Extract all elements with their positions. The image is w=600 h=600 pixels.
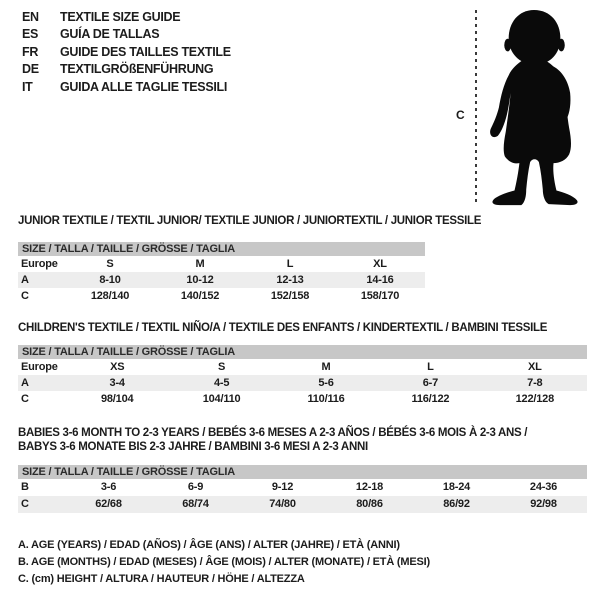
size-table <box>18 321 587 407</box>
legend-line: B. AGE (MONTHS) / EDAD (MESES) / ÂGE (MOIS) / ALTER (MONATE) / ETÀ (MESI) <box>18 556 430 569</box>
row-label: C <box>21 393 29 405</box>
size-value-cell: 6-9 <box>187 481 204 493</box>
language-row <box>22 61 231 78</box>
language-guide-title: TEXTILGRÖßENFÜHRUNG <box>60 62 214 77</box>
size-value-cell: 86/92 <box>443 498 470 510</box>
size-table-title-line: CHILDREN'S TEXTILE / TEXTIL NIÑO/A / TEXTILE DES ENFANTS / KINDERTEXTIL / BAMBINI TESSILE <box>18 322 548 334</box>
language-guide-title: TEXTILE SIZE GUIDE <box>60 10 181 24</box>
size-value-cell: 104/110 <box>202 393 241 405</box>
language-row <box>22 9 231 26</box>
language-code: DE <box>22 62 39 77</box>
language-code: EN <box>22 10 39 24</box>
size-table <box>18 214 482 304</box>
size-value-cell: 24-36 <box>529 481 558 493</box>
toddler-silhouette-shape <box>490 10 577 205</box>
size-value-cell: 152/158 <box>270 290 310 302</box>
size-value-cell: 62/68 <box>95 498 122 510</box>
size-value-cell: 18-24 <box>442 481 471 493</box>
size-table <box>18 426 587 513</box>
table-row <box>18 375 587 391</box>
height-measure-label: C <box>456 108 465 122</box>
row-label: B <box>21 481 29 493</box>
language-row <box>22 79 231 96</box>
legend <box>18 537 430 589</box>
size-table-header-bar: SIZE / TALLA / TAILLE / GRÖSSE / TAGLIA <box>18 465 587 479</box>
language-code: FR <box>22 44 39 59</box>
size-value-cell: 140/152 <box>180 290 220 302</box>
language-code: ES <box>22 27 39 42</box>
size-value-cell: 110/116 <box>307 393 345 405</box>
size-table-header-bar: SIZE / TALLA / TAILLE / GRÖSSE / TAGLIA <box>18 345 587 359</box>
size-value-cell: 128/140 <box>90 290 130 302</box>
size-value-cell: 158/170 <box>360 290 400 302</box>
row-label: C <box>21 290 29 302</box>
size-value-cell: 6-7 <box>422 377 439 389</box>
size-value-cell: 9-12 <box>271 481 294 493</box>
size-value-cell: 10-12 <box>186 274 214 286</box>
size-value-cell: 12-13 <box>276 274 304 286</box>
legend-line: A. AGE (YEARS) / EDAD (AÑOS) / ÂGE (ANS) / ALTER (JAHRE) / ETÀ (ANNI) <box>18 539 400 551</box>
size-table-title-line: JUNIOR TEXTILE / TEXTIL JUNIOR/ TEXTILE JUNIOR / JUNIORTEXTIL / JUNIOR TESSILE <box>18 215 482 227</box>
size-value-cell: S <box>106 258 114 270</box>
language-guide-title: GUÍA DE TALLAS <box>60 27 160 42</box>
legend-line: C. (cm) HEIGHT / ALTURA / HAUTEUR / HÖHE / ALTEZZA <box>18 573 305 586</box>
size-table-header-bar: SIZE / TALLA / TAILLE / GRÖSSE / TAGLIA <box>18 242 425 256</box>
language-title-list <box>22 9 231 96</box>
size-table-title <box>18 214 482 228</box>
toddler-silhouette-image <box>480 8 590 208</box>
row-label: Europe <box>21 258 58 270</box>
size-table-title-line: BABIES 3-6 MONTH TO 2-3 YEARS / BEBÉS 3-6 MESES A 2-3 AÑOS / BÉBÉS 3-6 MOIS À 2-3 ANS / <box>18 427 528 439</box>
table-row <box>18 359 587 375</box>
table-row <box>18 479 587 496</box>
size-value-cell: 8-10 <box>99 274 121 286</box>
table-row <box>18 496 587 513</box>
size-value-cell: L <box>427 361 434 373</box>
size-value-cell: M <box>195 258 205 270</box>
size-value-cell: 68/74 <box>182 498 209 510</box>
row-label: Europe <box>21 361 58 373</box>
table-row <box>18 272 425 288</box>
size-value-cell: S <box>218 361 226 373</box>
size-value-cell: 4-5 <box>213 377 230 389</box>
row-label: C <box>21 498 29 510</box>
size-table-title-line: BABYS 3-6 MONATE BIS 2-3 JAHRE / BAMBINI 3-6 MESI A 2-3 ANNI <box>18 441 368 453</box>
size-value-cell: 116/122 <box>411 393 450 405</box>
size-value-cell: 3-4 <box>109 377 125 389</box>
size-table-title <box>18 426 587 454</box>
size-value-cell: 3-6 <box>100 481 117 493</box>
size-value-cell: 80/86 <box>356 498 383 510</box>
language-code: IT <box>22 79 33 94</box>
size-value-cell: 7-8 <box>527 377 543 389</box>
size-value-cell: L <box>286 258 294 270</box>
size-value-cell: 122/128 <box>515 393 555 405</box>
language-guide-title: GUIDA ALLE TAGLIE TESSILI <box>60 79 228 94</box>
size-value-cell: 98/104 <box>100 393 134 405</box>
language-row <box>22 44 231 61</box>
size-value-cell: 92/98 <box>530 498 557 510</box>
size-value-cell: XL <box>373 258 387 270</box>
language-row <box>22 26 231 43</box>
size-value-cell: M <box>321 361 331 373</box>
table-row <box>18 391 587 407</box>
size-value-cell: 14-16 <box>366 274 394 286</box>
table-row <box>18 288 425 304</box>
size-value-cell: 12-18 <box>355 481 384 493</box>
size-value-cell: 5-6 <box>318 377 334 389</box>
size-value-cell: XS <box>110 361 125 373</box>
size-value-cell: 74/80 <box>269 498 296 510</box>
size-table-title <box>18 321 587 335</box>
row-label: A <box>21 274 29 286</box>
height-dotted-line <box>475 10 477 206</box>
language-guide-title: GUIDE DES TAILLES TEXTILE <box>60 44 231 59</box>
size-value-cell: XL <box>528 361 542 373</box>
row-label: A <box>21 377 29 389</box>
table-row <box>18 256 425 272</box>
